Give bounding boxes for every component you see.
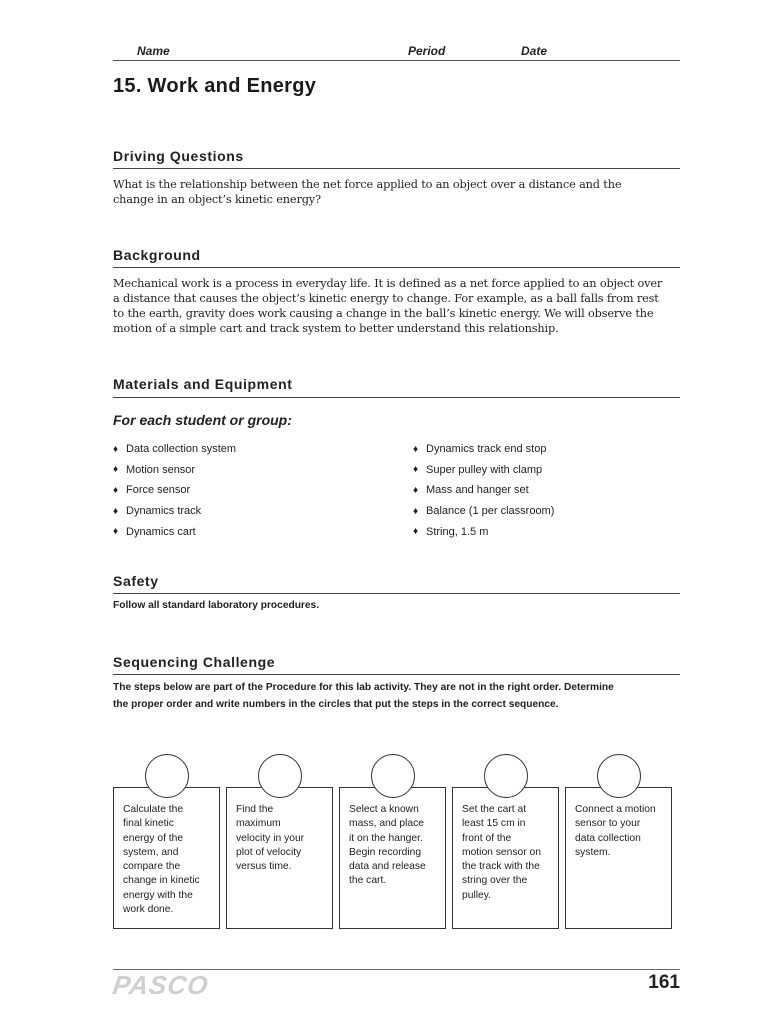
text-line: Mechanical work is a process in everyday life. It is defined as a net force applied to an object over [113,277,663,290]
sequence-number-circle[interactable] [258,754,302,798]
diamond-bullet-icon: ♦ [413,526,419,538]
text-line: a distance that causes the object’s kinetic energy to change. For example, as a ball falls from rest [113,292,659,305]
sequence-number-circle[interactable] [484,754,528,798]
step-text: Connect a motion sensor to your data collection system. [575,804,656,858]
driving-questions-text [113,177,688,207]
section-rule [113,397,680,398]
list-item: ♦ Data collection system [113,443,237,456]
sequence-step-box [113,787,220,929]
materials-list-right [413,439,673,542]
list-item: ♦ Dynamics cart [113,525,196,538]
list-item: ♦ Mass and hanger set [413,484,529,497]
section-rule [113,674,680,675]
list-item: ♦ Dynamics track end stop [413,443,547,456]
page-number: 161 [648,972,680,993]
list-item: ♦ String, 1.5 m [413,525,489,538]
step-text: Find the maximum velocity in your plot of velocity versus time. [236,804,305,873]
sequence-step-box [452,787,559,929]
list-item: ♦ Force sensor [113,484,191,497]
materials-heading: Materials and Equipment [113,376,293,392]
text-line: motion of a simple cart and track system to better understand this relationship. [113,322,559,335]
sequence-step-box [565,787,672,929]
sequence-number-circle[interactable] [145,754,189,798]
diamond-bullet-icon: ♦ [413,505,419,517]
list-item: ♦ Motion sensor [113,463,196,476]
background-heading: Background [113,247,201,263]
step-text: Select a known mass, and place it on the hanger. Begin recording data and release the cart. [349,804,426,887]
pasco-logo: PASCO [110,970,211,1000]
background-text [113,276,688,336]
safety-text: Follow all standard laboratory procedures. [113,600,320,611]
safety-heading: Safety [113,573,159,589]
diamond-bullet-icon: ♦ [113,443,119,455]
list-item: ♦ Balance (1 per classroom) [413,505,555,518]
diamond-bullet-icon: ♦ [413,464,419,476]
text-line: The steps below are part of the Procedure for this lab activity. They are not in the right order. Determine [113,682,614,693]
text-line: What is the relationship between the net force applied to an object over a distance and the [113,178,622,191]
sequence-step-box [339,787,446,929]
text-line: the proper order and write numbers in the circles that put the steps in the correct sequence. [113,699,559,710]
sequence-number-circle[interactable] [597,754,641,798]
period-label: Period [408,44,446,58]
diamond-bullet-icon: ♦ [113,484,119,496]
list-item: ♦ Dynamics track [113,505,202,518]
diamond-bullet-icon: ♦ [413,484,419,496]
sequencing-instructions [113,679,688,713]
materials-subheading: For each student or group: [113,412,292,428]
diamond-bullet-icon: ♦ [113,505,119,517]
text-line: to the earth, gravity does work causing a change in the ball’s kinetic energy. We will observe the [113,307,654,320]
diamond-bullet-icon: ♦ [113,464,119,476]
diamond-bullet-icon: ♦ [113,526,119,538]
name-label: Name [137,44,170,58]
section-rule [113,267,680,268]
text-line: change in an object’s kinetic energy? [113,193,321,206]
driving-questions-heading: Driving Questions [113,148,244,164]
section-rule [113,168,680,169]
step-text: Calculate the final kinetic energy of the system, and compare the change in kinetic energy with the work done. [123,804,200,916]
step-text: Set the cart at least 15 cm in front of the motion sensor on the track with the string over the pulley. [462,804,541,901]
section-rule [113,593,680,594]
page-title: 15. Work and Energy [113,75,317,97]
header-rule [113,60,680,61]
materials-list-left [113,439,393,542]
sequence-number-circle[interactable] [371,754,415,798]
sequencing-heading: Sequencing Challenge [113,654,276,670]
sequence-step-box [226,787,333,929]
diamond-bullet-icon: ♦ [413,443,419,455]
list-item: ♦ Super pulley with clamp [413,463,543,476]
date-label: Date [521,44,548,58]
